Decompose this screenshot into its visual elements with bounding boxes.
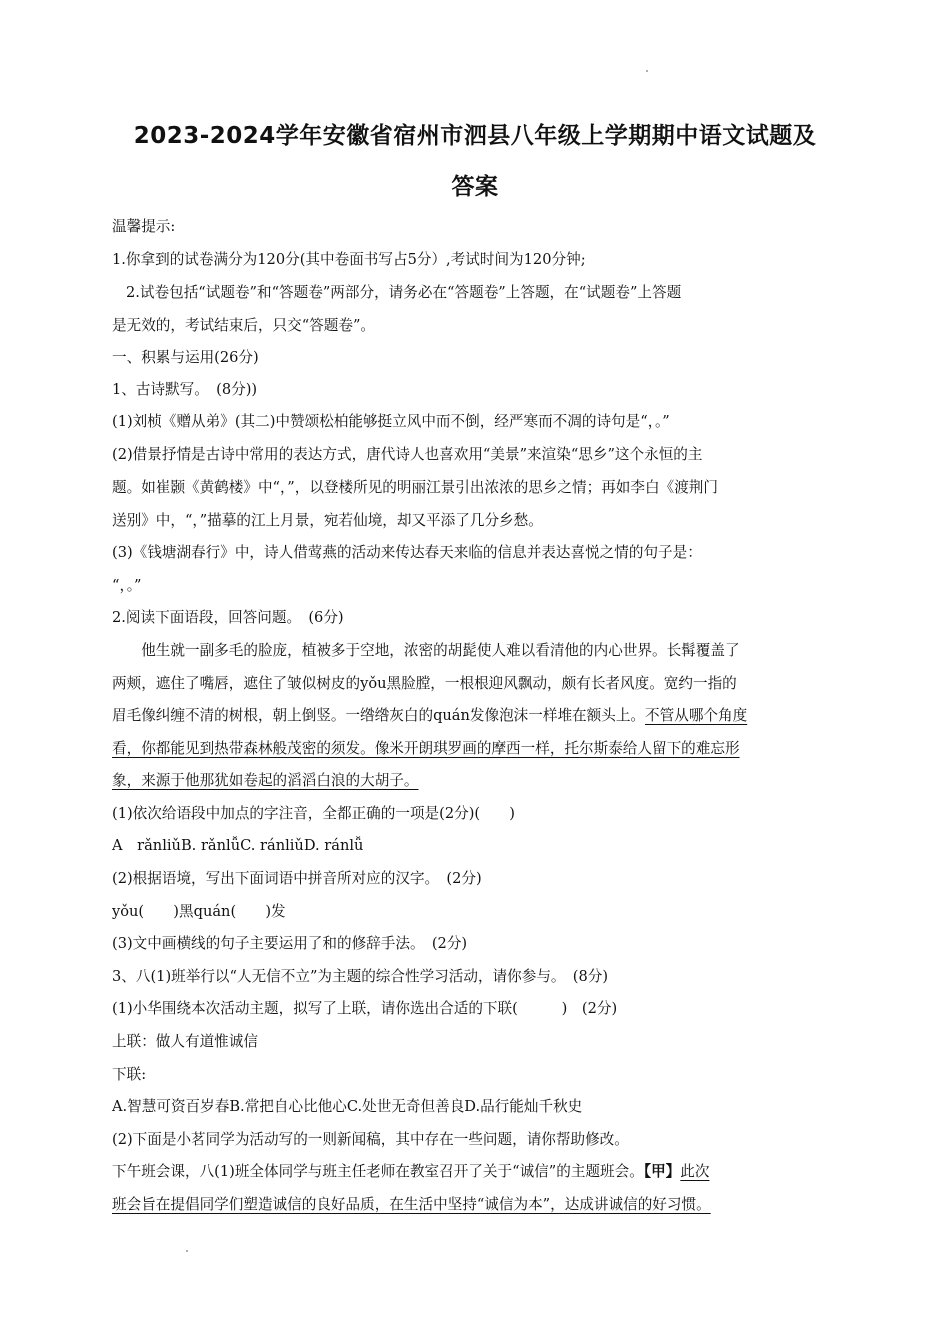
news-line-2-underlined: 班会旨在提倡同学们塑造诚信的良好品质，在生活中坚持“诚信为本”，达成讲诚信的好习惯。 xyxy=(112,1196,711,1213)
tip-1: 1.你拿到的试卷满分为120分(其中卷面书写占5分）,考试时间为120分钟; xyxy=(112,251,586,268)
passage-line-5 xyxy=(112,771,840,791)
question-1-heading: 1、古诗默写。 (8分)) xyxy=(112,381,258,398)
question-1-part-2-line-1: (2)借景抒情是古诗中常用的表达方式，唐代诗人也喜欢用“美景”来渲染“思乡”这个永恒的主 xyxy=(112,446,703,463)
tip-2-line-1: 2.试卷包括“试题卷”和“答题卷”两部分，请务必在“答题卷”上答题，在“试题卷”上答题 xyxy=(126,284,682,301)
question-2-part-1: (1)依次给语段中加点的字注音，全都正确的一项是(2分)( ) xyxy=(112,805,515,822)
underlined-sentence-end: 象，来源于他那犹如卷起的滔滔白浪的大胡子。 xyxy=(112,772,419,789)
passage-line-2: 两颊，遮住了嘴唇，遮住了皱似树皮的yǒu黑脸膛，一根根迎风飘动，颇有长者风度。宽约一指的 xyxy=(112,675,737,692)
question-3-part-2: (2)下面是小茗同学为活动写的一则新闻稿，其中存在一些问题，请你帮助修改。 xyxy=(112,1131,629,1148)
news-underline-start: 此次 xyxy=(680,1163,710,1180)
passage-line-1: 他生就一副多毛的脸庞，植被多于空地，浓密的胡髭使人难以看清他的内心世界。长髯覆盖了 xyxy=(112,642,740,659)
tip-2-line-2: 是无效的，考试结束后，只交“答题卷”。 xyxy=(112,317,376,334)
question-2-part-2: (2)根据语境，写出下面词语中拼音所对应的汉字。 (2分) xyxy=(112,870,482,887)
question-1-part-2-line-2: 题。如崔颢《黄鹤楼》中“，”，以登楼所见的明丽江景引出浓浓的思乡之情；再如李白《渡荆门 xyxy=(112,479,718,496)
question-1-part-2-line-3: 送别》中，“，”描摹的江上月景，宛若仙境，却又平添了几分乡愁。 xyxy=(112,512,543,529)
document-title-line-1: 2023-2024学年安徽省宿州市泗县八年级上学期期中语文试题及 xyxy=(133,123,817,149)
couplet-upper: 上联：做人有道惟诚信 xyxy=(112,1033,258,1050)
question-3-part-1: (1)小华围绕本次活动主题，拟写了上联，请你选出合适的下联( ) (2分) xyxy=(112,1000,618,1017)
couplet-options: A.智慧可资百岁春B.常把自心比他心C.处世无奇但善良D.品行能灿千秋史 xyxy=(112,1098,583,1115)
scan-speck xyxy=(186,1250,188,1252)
question-2-part-2-blanks: yǒu( )黑quán( )发 xyxy=(112,903,286,920)
section-heading: 一、积累与运用(26分) xyxy=(112,349,259,366)
question-2-part-3: (3)文中画横线的句子主要运用了和的修辞手法。 (2分) xyxy=(112,935,468,952)
question-1-part-1: (1)刘桢《赠从弟》(其二)中赞颂松柏能够挺立风中而不倒，经严寒而不凋的诗句是“，。” xyxy=(112,413,670,430)
news-marker-jia: 【甲】 xyxy=(643,1163,681,1180)
news-line-1-plain: 下午班会课，八(1)班全体同学与班主任老师在教室召开了关于“诚信”的主题班会。 xyxy=(112,1163,644,1180)
question-1-part-3-line-1: (3)《钱塘湖春行》中，诗人借莺燕的活动来传达春天来临的信息并表达喜悦之情的句子是： xyxy=(112,544,702,561)
question-2-heading: 2.阅读下面语段，回答问题。 (6分) xyxy=(112,609,344,626)
passage-line-3 xyxy=(112,706,840,726)
tips-heading: 温馨提示: xyxy=(112,218,176,235)
passage-line-4-underlined: 看，你都能见到热带森林般茂密的须发。像米开朗琪罗画的摩西一样，托尔斯泰给人留下的难忘形 xyxy=(112,740,740,757)
scan-speck xyxy=(646,70,648,72)
news-line-1 xyxy=(112,1162,840,1182)
couplet-lower-label: 下联: xyxy=(112,1066,147,1083)
underlined-sentence-start: 不管从哪个角度 xyxy=(645,707,748,724)
passage-line-3-plain: 眉毛像纠缠不清的树根，朝上倒竖。一绺绺灰白的quán发像泡沫一样堆在额头上。 xyxy=(112,707,646,724)
question-3-heading: 3、八(1)班举行以“人无信不立”为主题的综合性学习活动，请你参与。 (8分) xyxy=(112,968,609,985)
question-2-part-1-options: A rǎnliǔB. rǎnlǚC. ránliǔD. ránlǚ xyxy=(112,837,364,854)
question-1-part-3-line-2: “，。” xyxy=(112,577,142,594)
document-title-line-2: 答案 xyxy=(451,174,499,200)
